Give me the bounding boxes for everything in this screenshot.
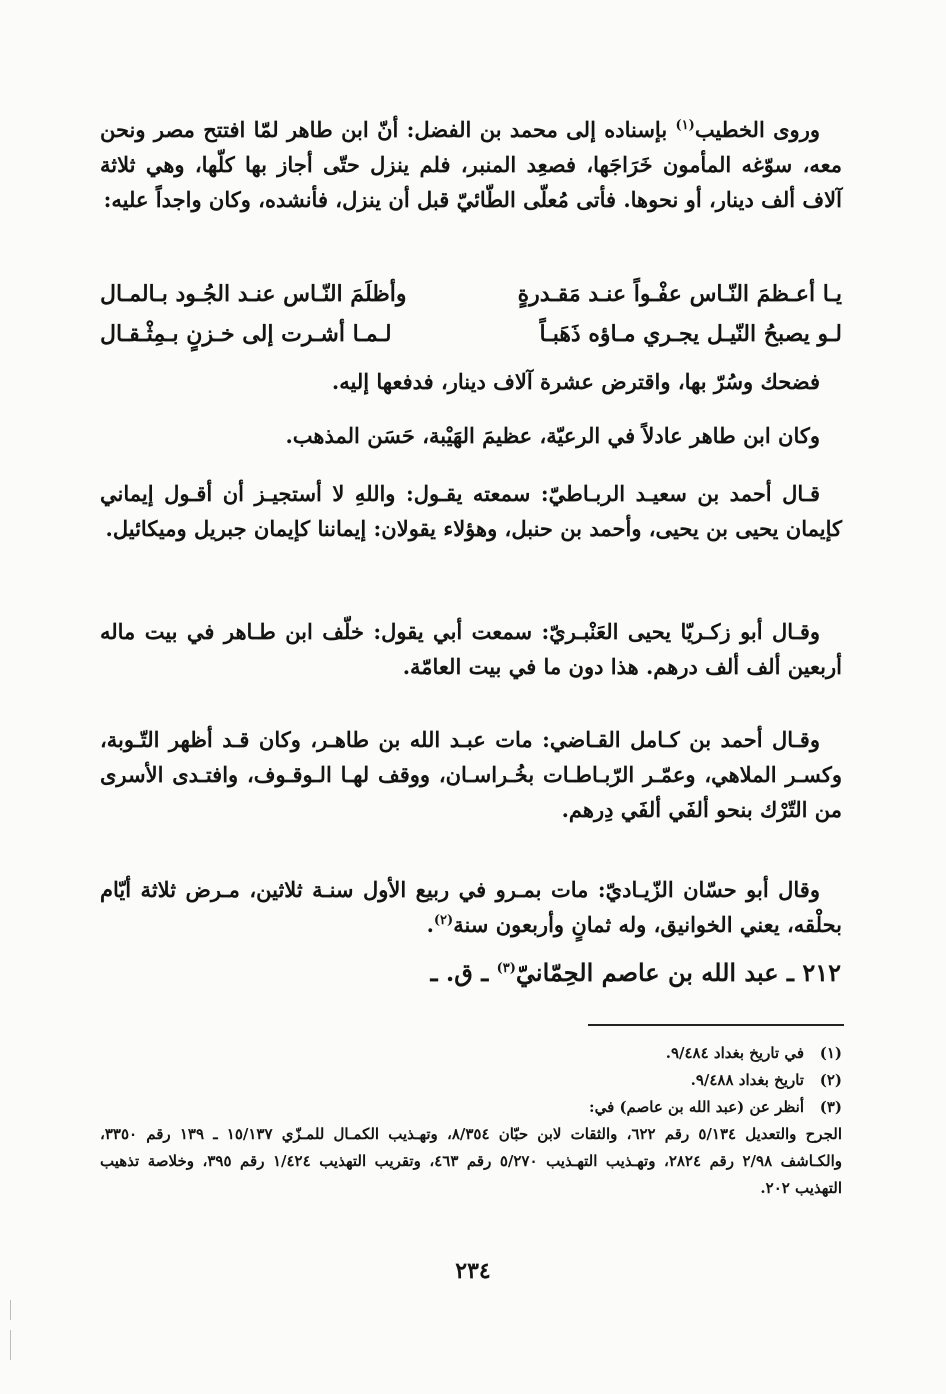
- entry-title: ٢١٢ ـ عبد الله بن عاصم الحِمّانيّ: [515, 958, 841, 987]
- poem: [100, 274, 842, 354]
- footnote-text: تاريخ بغداد ٩/٤٨٨.: [690, 1071, 804, 1089]
- footnote-ref: (٣): [496, 961, 516, 976]
- scan-edge-mark: [10, 1330, 11, 1360]
- paragraph-text: .: [426, 912, 434, 937]
- paragraph-text: قـال أحمد بن سعيـد الربـاطيّ: سمعته يقـول: واللهِ لا أستجيـز أن أقـول إيماني كإيمان يحيى بن يحيى، وأحمد بن حنبل، وهؤلاء يقولان: إيماننا كإيمان جبريل وميكائيل.: [100, 481, 842, 541]
- entry-title-suffix: ـ ق. ـ: [430, 958, 497, 987]
- footnote-text: أنظر عن (عبد الله بن عاصم) في:: [589, 1098, 804, 1116]
- entry-heading: [431, 958, 841, 987]
- paragraph-3: [100, 418, 842, 453]
- paragraph-text: وقـال أحمد بن كـامل القـاضي: مات عبـد الله بن طاهـر، وكان قـد أظهر التّـوبة، وكسـر الملاهي، وعمّـر الرّبـاطـات بخُـراسـان، ووقف لهـا الـوقـوف، وافتـدى الأسرى من التّرْك بنحو ألفَي ألفَي دِرهم.: [100, 727, 842, 822]
- paragraph-7: [100, 872, 842, 942]
- footnote-ref: (٢): [433, 913, 454, 928]
- poem-verse: [100, 274, 842, 314]
- footnote: [100, 1094, 842, 1121]
- poem-verse: [100, 314, 842, 354]
- footnote-number: (٢): [819, 1071, 842, 1089]
- paragraph-text: وقال أبو حسّان الزّيـاديّ: مات بمـرو في ربيع الأول سنـة ثلاثين، مـرض ثلاثة أيّام بحلْقه، يعني الخوانيق، وله ثمانٍ وأربعون سنة: [100, 877, 842, 937]
- verse-first-hemistich: يـا أعـظمَ النّـاس عفْـواً عنـد مَقـدرةٍ: [517, 281, 842, 307]
- paragraph-2: [100, 364, 842, 399]
- page-number: ٢٣٤: [455, 1258, 491, 1284]
- paragraph-text: بإسناده إلى محمد بن الفضل: أنّ ابن طاهر لمّا افتتح مصر ونحن معه، سوّغه المأمون خَرَاجَها، فصعِد المنبر، فلم ينزل حتّى أجاز بها كلّها، وهي ثلاثة آلاف ألف دينار، أو نحوها. فأتى مُعلّى الطّائيّ قبل أن ينزل، فأنشده، وكان واجداً عليه:: [100, 117, 842, 212]
- paragraph-text: وقـال أبو زكـريّا يحيى العَنْبـريّ: سمعت أبي يقول: خلّف ابن طـاهر في بيت ماله أربعين ألف ألف درهم. هذا دون ما في بيت العامّة.: [100, 619, 842, 679]
- footnote-number: (١): [819, 1044, 842, 1062]
- verse-first-hemistich: لـو يصبحُ النّيـل يجـري مـاؤه ذَهَبـاً: [539, 321, 842, 347]
- footnote-number: (٣): [819, 1098, 842, 1116]
- paragraph-5: [100, 614, 842, 684]
- verse-second-hemistich: وأظلَمَ النّـاس عنـد الجُـود بـالمـال: [100, 281, 407, 307]
- footnotes: [100, 1040, 842, 1202]
- paragraph-6: [100, 722, 842, 827]
- scan-edge-mark: [10, 1300, 11, 1320]
- paragraph-text: فضحك وسُرّ بها، واقترض عشرة آلاف دينار، فدفعها إليه.: [331, 369, 820, 394]
- paragraph-1: [100, 112, 842, 217]
- footnote-ref: (١): [675, 118, 695, 133]
- verse-second-hemistich: لـمـا أشـرت إلى خـزنٍ بـمِثْـقـال: [100, 321, 392, 347]
- footnote: [100, 1040, 842, 1067]
- paragraph-text: وكان ابن طاهر عادلاً في الرعيّة، عظيمَ الهَيْبة، حَسَن المذهب.: [285, 423, 820, 448]
- footnote-text: في تاريخ بغداد ٩/٤٨٤.: [665, 1044, 804, 1062]
- paragraph-4: [100, 476, 842, 546]
- footnote-separator: [588, 1024, 844, 1026]
- footnote-continuation: الجرح والتعديل ٥/١٣٤ رقم ٦٢٢، والثقات لابن حبّان ٨/٣٥٤، وتهـذيب الكمـال للمـزّي ١٥/١٣٧ ـ ١٣٩ رقم ٣٣٥٠، والكـاشف ٢/٩٨ رقم ٢٨٢٤، وتهـذيب التهـذيب ٥/٢٧٠ رقم ٤٦٣، وتقريب التهذيب ١/٤٢٤ رقم ٣٩٥، وخلاصة تذهيب التهذيب ٢٠٢.: [100, 1125, 842, 1197]
- paragraph-text: وروى الخطيب: [694, 117, 820, 142]
- footnote: [100, 1067, 842, 1094]
